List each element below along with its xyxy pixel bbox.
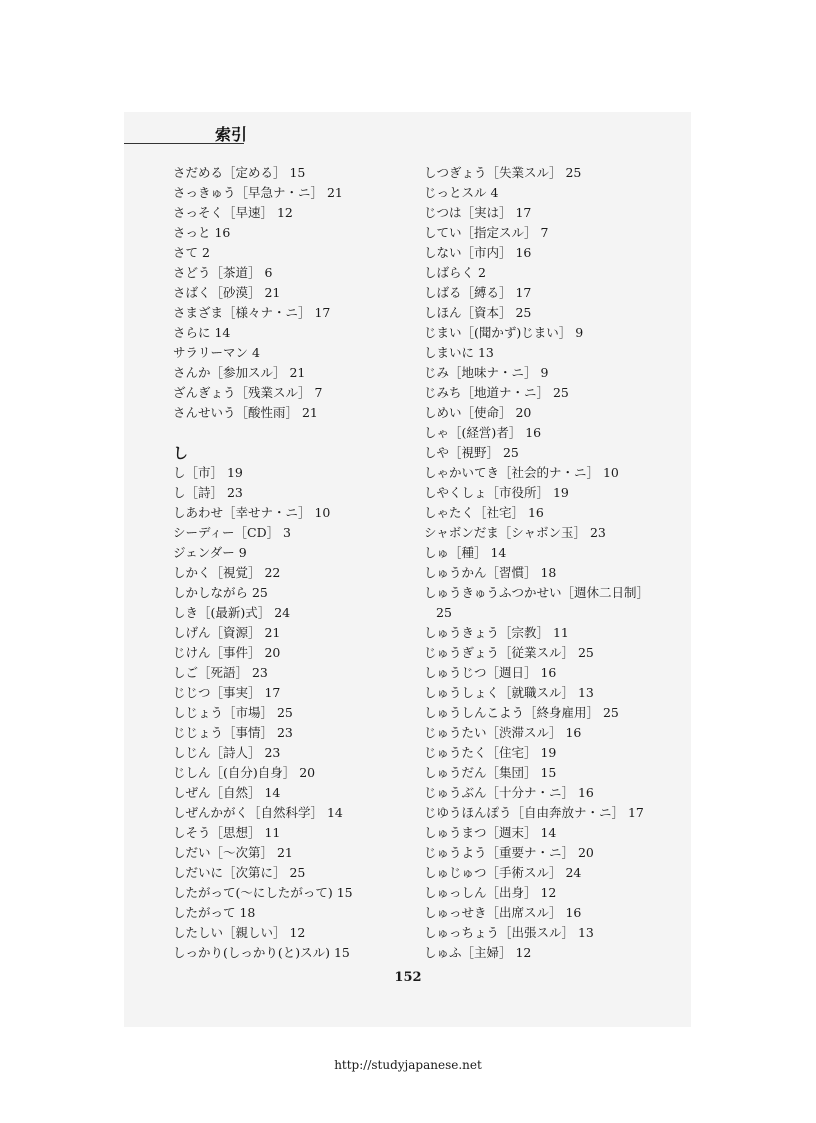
index-entry: しじょう［市場］ 25 [173,705,293,720]
index-entry: さどう［茶道］ 6 [173,265,273,280]
index-entry: じゅうぎょう［従業スル］ 25 [424,645,594,660]
index-entry: しだいに［次第に］ 25 [173,865,306,880]
index-entry: しゅうじつ［週日］ 16 [424,665,557,680]
index-entry: しゅうしょく［就職スル］ 13 [424,685,594,700]
index-entry: しき［(最新)式］ 24 [173,605,291,620]
index-entry: しゅじゅつ［手術スル］ 24 [424,865,582,880]
index-entry: しやくしょ［市役所］ 19 [424,485,569,500]
index-entry: しない［市内］ 16 [424,245,532,260]
index-entry: じっとスル 4 [424,185,499,200]
index-entry: さらに 14 [173,325,231,340]
index-entry: さんか［参加スル］ 21 [173,365,306,380]
index-entry: さっそく［早速］ 12 [173,205,293,220]
index-entry: じまい［(聞かず)じまい］ 9 [424,325,584,340]
index-entry: しだい［～次第］ 21 [173,845,293,860]
page-number: 152 [394,970,422,985]
index-entry: じじつ［事実］ 17 [173,685,281,700]
header-rule [124,143,244,144]
footer-url: http://studyjapanese.net [334,1058,482,1072]
index-entry: サラリーマン 4 [173,345,260,360]
index-entry: さっきゅう［早急ナ・ニ］ 21 [173,185,343,200]
index-entry: し［市］ 19 [173,465,243,480]
index-entry: じゅうたく［住宅］ 19 [424,745,557,760]
index-entry: しそう［思想］ 11 [173,825,281,840]
index-entry: しご［死語］ 23 [173,665,268,680]
index-entry: ざんぎょう［残業スル］ 7 [173,385,323,400]
index-entry: さまざま［様々ナ・ニ］ 17 [173,305,331,320]
index-entry: し［詩］ 23 [173,485,243,500]
index-entry: しっかり(しっかり(と)スル) 15 [173,945,350,960]
index-entry: しゅっせき［出席スル］ 16 [424,905,582,920]
index-entry: しゅっちょう［出張スル］ 13 [424,925,594,940]
index-entry: しゅうまつ［週末］ 14 [424,825,557,840]
section-spacer [173,423,408,443]
index-entry: じけん［事件］ 20 [173,645,281,660]
index-entry: しめい［使命］ 20 [424,405,532,420]
index-entry: しや［視野］ 25 [424,445,519,460]
index-entry: じじょう［事情］ 23 [173,725,293,740]
index-entry: しゅうだん［集団］ 15 [424,765,557,780]
index-entry: したがって(～にしたがって) 15 [173,885,353,900]
index-entry: しゅっしん［出身］ 12 [424,885,557,900]
index-entry: しゅ［種］ 14 [424,545,507,560]
index-entry: シーディー［CD］ 3 [173,525,292,540]
index-entry: しゅうかん［習慣］ 18 [424,565,557,580]
index-entry: しゅうきょう［宗教］ 11 [424,625,569,640]
index-column-left [173,163,408,963]
index-entry: じゆうほんぽう［自由奔放ナ・ニ］ 17 [424,805,644,820]
index-entry: してい［指定スル］ 7 [424,225,549,240]
index-entry: じしん［(自分)自身］ 20 [173,765,316,780]
index-entry: シャボンだま［シャボン玉］ 23 [424,525,606,540]
index-entry: しゃたく［社宅］ 16 [424,505,544,520]
index-entry: しばらく 2 [424,265,486,280]
index-entry: じつは［実は］ 17 [424,205,532,220]
index-entry: しじん［詩人］ 23 [173,745,281,760]
index-entry: じみ［地味ナ・ニ］ 9 [424,365,549,380]
index-entry: しげん［資源］ 21 [173,625,281,640]
index-entry: しつぎょう［失業スル］ 25 [424,165,582,180]
index-header-title: 索引 [215,125,248,144]
index-entry: しほん［資本］ 25 [424,305,532,320]
index-entry: しゃかいてき［社会的ナ・ニ］ 10 [424,465,619,480]
index-entry: しゃ［(経営)者］ 16 [424,425,542,440]
index-entry: じみち［地道ナ・ニ］ 25 [424,385,569,400]
index-entry: しぜん［自然］ 14 [173,785,281,800]
index-entry: しばる［縛る］ 17 [424,285,532,300]
index-entry: ジェンダー 9 [173,545,247,560]
index-entry: じゅうぶん［十分ナ・ニ］ 16 [424,785,594,800]
index-entry: しゅうしんこよう［終身雇用］ 25 [424,705,619,720]
index-entry: しかく［視覚］ 22 [173,565,281,580]
index-entry: じゅうたい［渋滞スル］ 16 [424,725,582,740]
index-entry: しかしながら 25 [173,585,268,600]
index-entry: しゅふ［主婦］ 12 [424,945,532,960]
index-entry: さだめる［定める］ 15 [173,165,306,180]
index-entry: したがって 18 [173,905,256,920]
index-entry: したしい［親しい］ 12 [173,925,306,940]
index-entry: しまいに 13 [424,345,494,360]
index-entry: しぜんかがく［自然科学］ 14 [173,805,343,820]
index-entry: さんせいう［酸性雨］ 21 [173,405,318,420]
index-column-right [424,163,686,963]
index-entry-continuation: 25 [436,605,452,620]
section-heading: し [173,444,189,462]
index-entry: しゅうきゅうふつかせい［週休二日制］ [424,585,650,600]
index-entry: じゅうよう［重要ナ・ニ］ 20 [424,845,594,860]
index-entry: しあわせ［幸せナ・ニ］ 10 [173,505,331,520]
index-entry: さっと 16 [173,225,231,240]
index-entry: さばく［砂漠］ 21 [173,285,281,300]
index-entry: さて 2 [173,245,210,260]
